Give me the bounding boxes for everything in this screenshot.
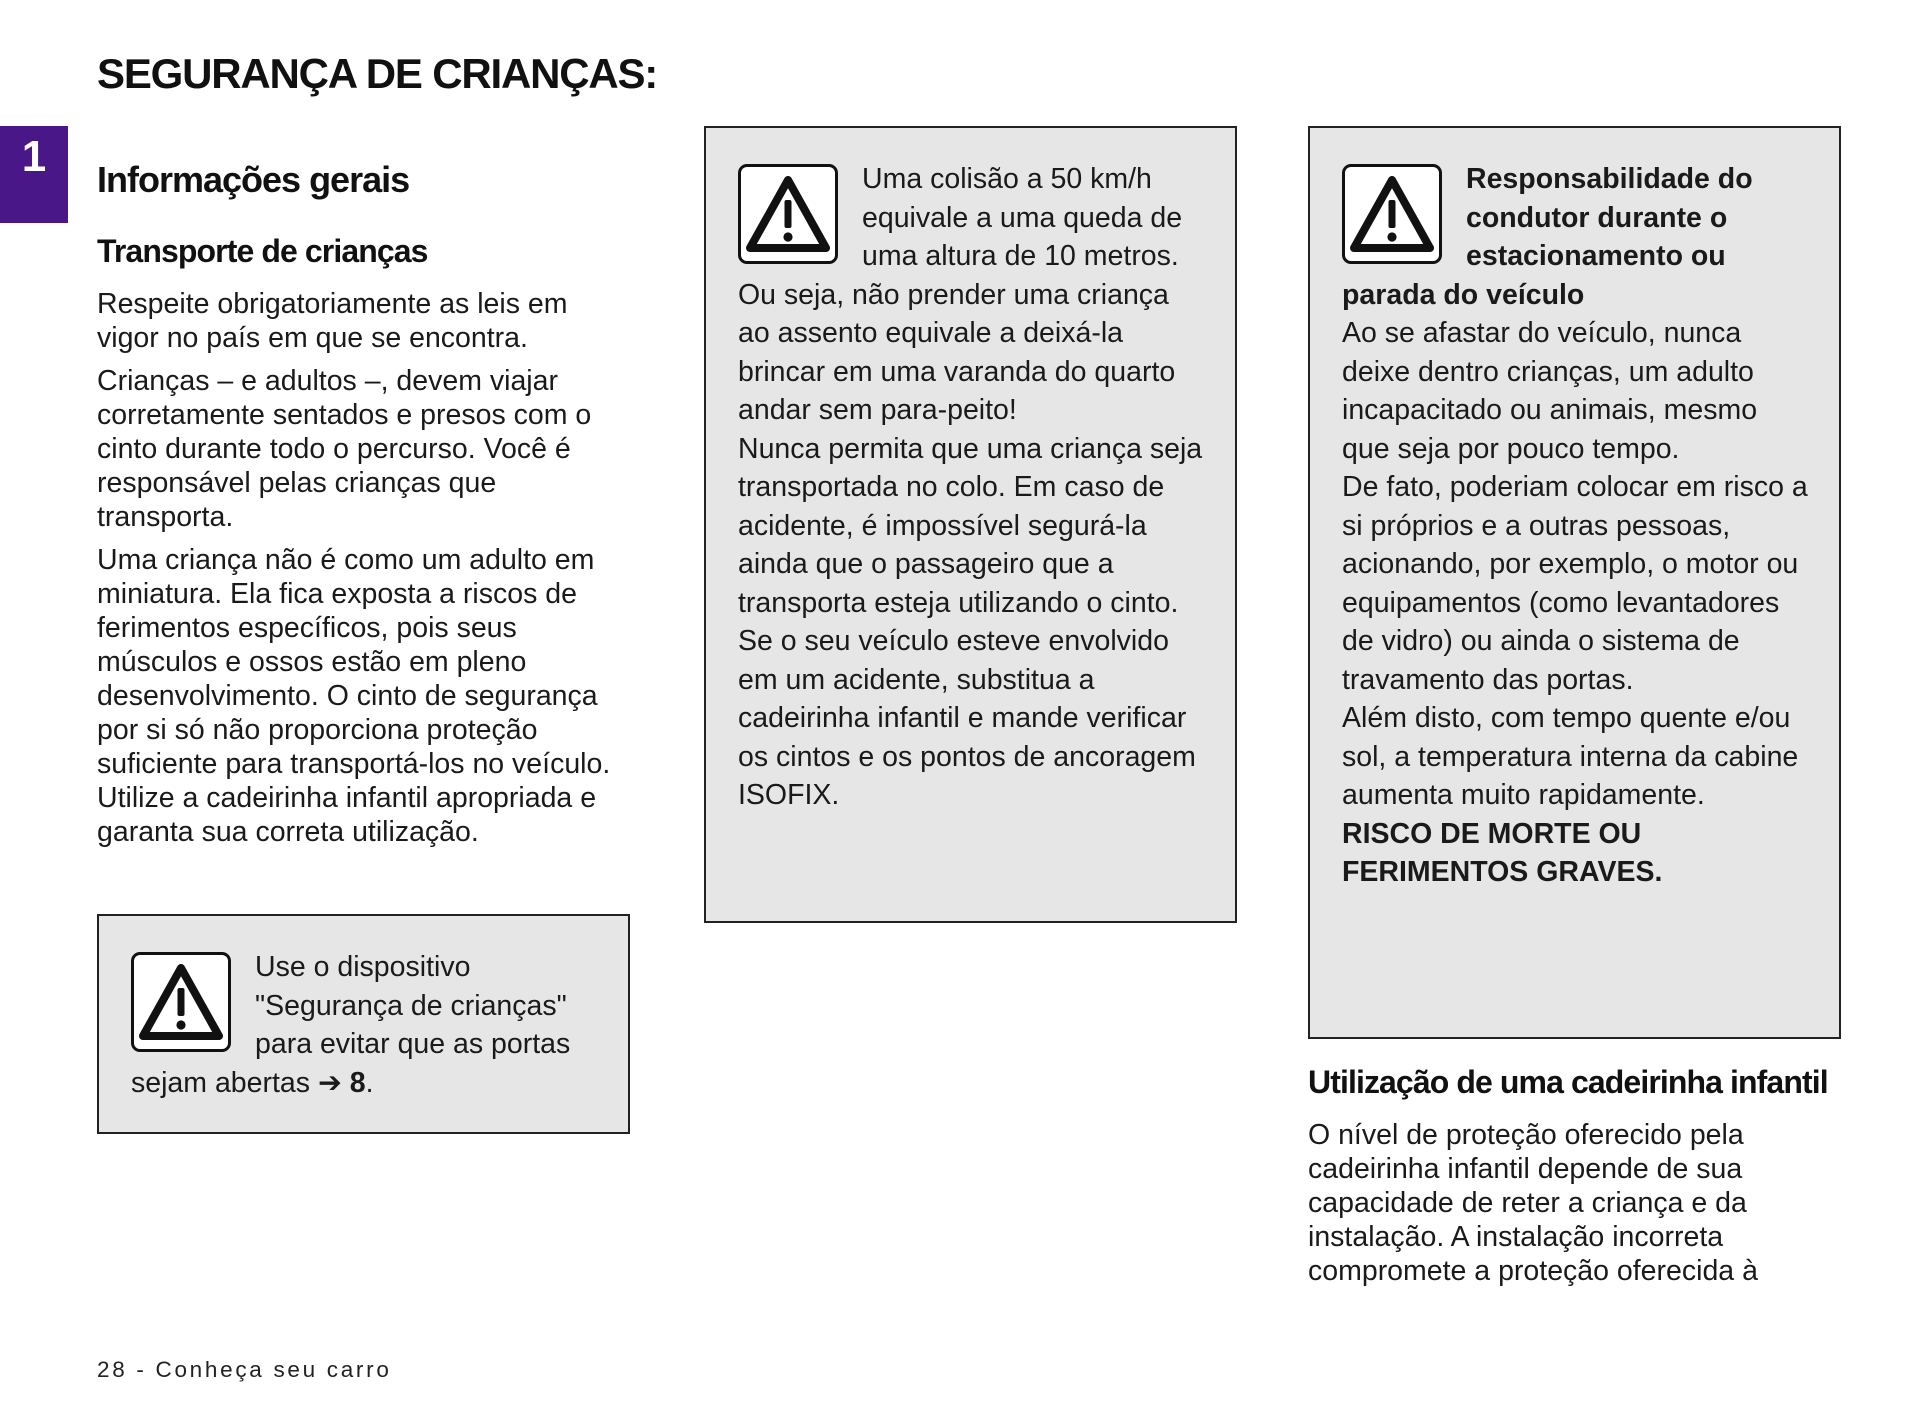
arrow-right-icon: ➔ — [317, 1066, 342, 1099]
temperature-paragraph: Além disto, com tempo quente e/ou sol, a temperatura interna da cabine aumenta muito rapidamente. — [1342, 702, 1799, 811]
chapter-tab: 1 — [0, 126, 68, 223]
warning-icon — [738, 164, 838, 264]
right-column-lower — [1308, 1065, 1828, 1288]
notice-driver-title: Responsabilidade do condutor durante o estacionamento ou parada do veículo — [1342, 163, 1753, 311]
paragraph-child-risks: Uma criança não é como um adulto em miniatura. Ela fica exposta a riscos de ferimentos específicos, pois seus músculos e ossos estão em pleno desenvolvimento. O cinto de segurança por si só não proporciona proteção suficiente para transportá-los no veículo. Utilize a cadeirinha infantil apropriada e garanta sua correta utilização. — [97, 544, 611, 849]
left-column — [97, 160, 637, 849]
subsection-heading-transport: Transporte de crianças — [97, 232, 428, 269]
paragraph-seated: Crianças – e adultos –, devem viajar corretamente sentados e presos com o cinto durante todo o percurso. Você é responsável pelas crianças que transporta. — [97, 365, 592, 534]
notice-child-lock-body: Use o dispositivo "Segurança de crianças" para evitar que as portas sejam abertas — [131, 951, 571, 1099]
leave-vehicle-paragraph: Ao se afastar do veículo, nunca deixe dentro crianças, um adulto incapacitado ou animais, mesmo que seja por pouco tempo. — [1342, 317, 1758, 465]
replace-seat-paragraph: Se o seu veículo esteve envolvido em um acidente, substitua a cadeirinha infantil e mande verificar os cintos e os pontos de ancoragem ISOFIX. — [738, 625, 1196, 811]
reference-period: . — [365, 1066, 374, 1099]
lap-paragraph: Nunca permita que uma criança seja transportada no colo. Em caso de acidente, é impossível segurá-la ainda que o passageiro que a transporta esteja utilizando o cinto. — [738, 432, 1203, 619]
section-heading: Informações gerais — [97, 159, 410, 200]
notice-collision — [704, 126, 1237, 923]
collision-paragraph: Uma colisão a 50 km/h equivale a uma queda de uma altura de 10 metros. Ou seja, não prender uma criança ao assento equivale a deixá-la brincar em uma varanda do quarto andar sem para-peito! — [738, 163, 1183, 426]
death-risk-warning: RISCO DE MORTE OU FERIMENTOS GRAVES. — [1342, 817, 1663, 888]
page-title: SEGURANÇA DE CRIANÇAS: — [97, 50, 658, 97]
child-seat-paragraph: O nível de proteção oferecido pela cadeirinha infantil depende de sua capacidade de reter a criança e da instalação. A instalação incorreta compromete a proteção oferecida à — [1308, 1118, 1758, 1287]
page-footer: 28 - Conheça seu carro — [97, 1357, 392, 1382]
notice-child-lock — [97, 914, 630, 1134]
paragraph-laws: Respeite obrigatoriamente as leis em vigor no país em que se encontra. — [97, 288, 568, 355]
warning-icon — [131, 952, 231, 1052]
warning-icon — [1342, 164, 1442, 264]
subsection-heading-child-seat: Utilização de uma cadeirinha infantil — [1308, 1064, 1828, 1100]
risk-paragraph: De fato, poderiam colocar em risco a si próprios e a outras pessoas, acionando, por exemplo, o motor ou equipamentos (como levantadores de vidro) ou ainda o sistema de travamento das portas. — [1342, 471, 1808, 696]
page-reference[interactable]: 8 — [349, 1066, 366, 1099]
notice-driver-responsibility — [1308, 126, 1841, 1039]
